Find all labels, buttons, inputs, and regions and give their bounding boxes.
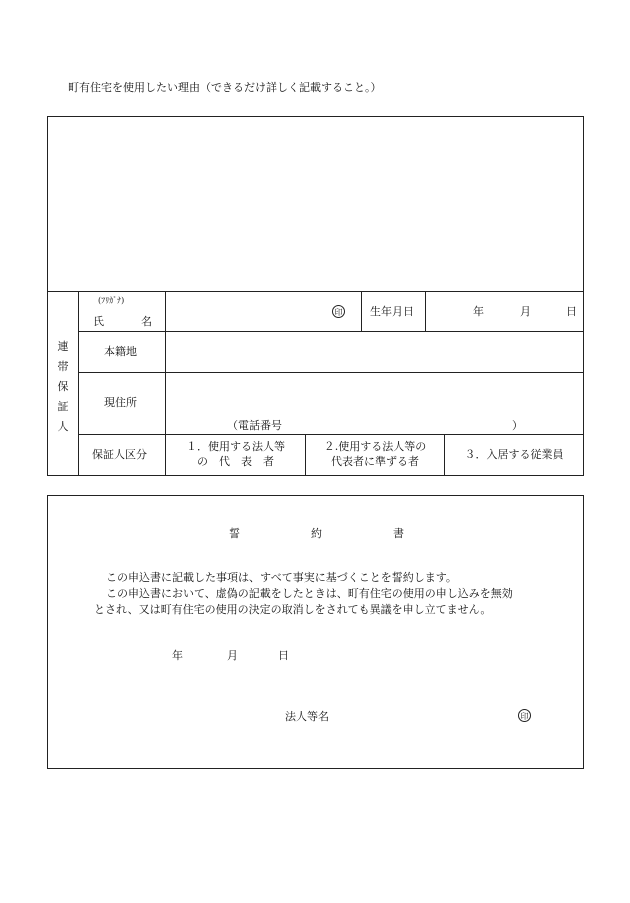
- pledge-date-year: 年: [172, 649, 183, 662]
- reason-heading: 町有住宅を使用したい理由（できるだけ詳しく記載すること。）: [68, 81, 382, 94]
- phone-label-open: （電話番号: [227, 419, 282, 432]
- corp-name-label: 法人等名: [285, 710, 329, 723]
- option-employee[interactable]: ３．入居する従業員: [464, 448, 564, 461]
- category-label: 保証人区分: [92, 448, 147, 461]
- pledge-date-month: 月: [227, 649, 238, 662]
- option-representative[interactable]: １．使用する法人等 の 代 表 者: [186, 440, 285, 468]
- address-label: 現住所: [104, 396, 137, 409]
- pledge-title-2: 約: [311, 527, 322, 540]
- option-quasi-representative[interactable]: ２.使用する法人等の 代表者に準ずる者: [323, 440, 427, 468]
- birthdate-day: 日: [566, 305, 577, 318]
- birthdate-label: 生年月日: [370, 305, 414, 318]
- section-label-divider: [78, 291, 79, 476]
- pledge-title-1: 誓: [229, 527, 240, 540]
- pledge-paragraph-2-line2: とされ、又は町有住宅の使用の決定の取消しをされても異議を申し立てません。: [94, 603, 492, 616]
- pledge-date-day: 日: [278, 649, 289, 662]
- honseki-field[interactable]: [166, 332, 583, 371]
- furigana-label: (ﾌﾘｶﾞﾅ): [98, 296, 125, 305]
- pledge-title-3: 書: [393, 527, 404, 540]
- guarantor-section-label: 連 帯 保 証 人: [57, 340, 69, 433]
- name-label-1: 氏: [93, 315, 104, 328]
- birthdate-month: 月: [520, 305, 531, 318]
- corp-name-field[interactable]: [340, 703, 510, 725]
- name-field[interactable]: [166, 292, 360, 330]
- seal-mark: 印: [332, 305, 345, 318]
- pledge-paragraph-2-line1: この申込書において、虚偽の記載をしたときは、町有住宅の使用の申し込みを無効: [106, 587, 513, 600]
- birthdate-field[interactable]: [426, 292, 583, 330]
- reason-text-area[interactable]: [48, 117, 583, 291]
- row-divider-address: [78, 434, 584, 435]
- birthdate-left-divider: [361, 291, 362, 331]
- name-label-2: 名: [141, 315, 152, 328]
- honseki-label: 本籍地: [104, 345, 137, 358]
- pledge-paragraph-1: この申込書に記載した事項は、すべて事実に基づくことを誓約します。: [106, 571, 457, 584]
- pledge-seal-mark: 印: [518, 709, 531, 722]
- phone-label-close: ）: [512, 419, 523, 432]
- birthdate-year: 年: [473, 305, 484, 318]
